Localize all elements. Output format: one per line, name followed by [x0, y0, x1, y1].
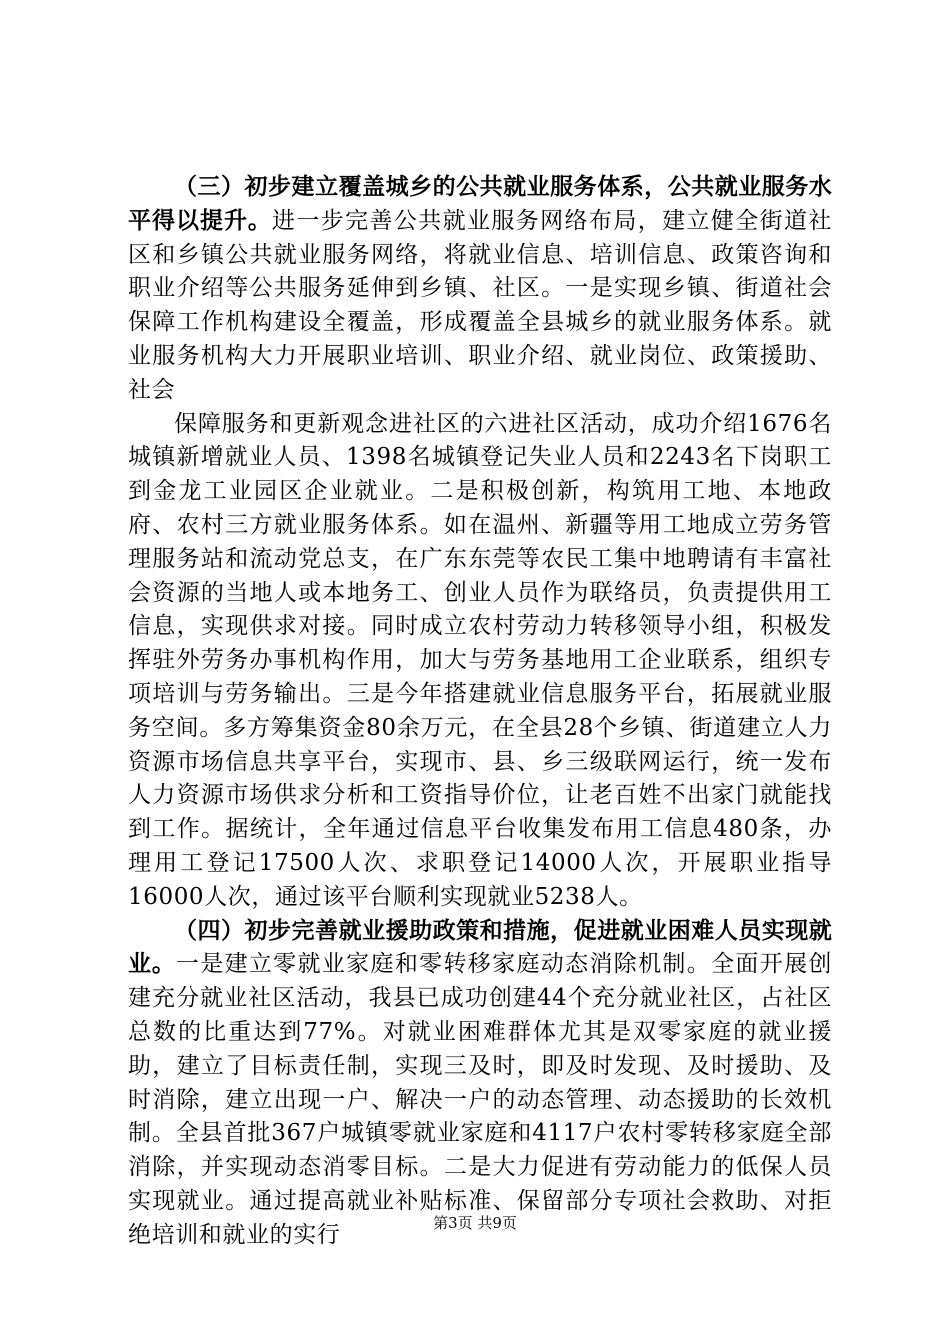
paragraph-continuation	[128, 408, 832, 915]
document-body	[128, 171, 832, 1253]
section-4-heading: （四）初步完善就业援助政策和措施，促进就业困难人员实现就业。	[128, 917, 832, 978]
section-3-heading: （三）初步建立覆盖城乡的公共就业服务体系，公共就业服务水平得以提升。	[128, 174, 832, 234]
continuation-text: 保障服务和更新观念进社区的六进社区活动，成功介绍1676名城镇新增就业人员、1398名城镇登记失业人员和2243名下岗职工到金龙工业园区企业就业。二是积极创新，构筑用工地、本地政府、农村三方就业服务体系。如在温州、新疆等用工地成立劳务管理服务站和流动党总支，在广东东莞等农民工集中地聘请有丰富社会资源的当地人或本地务工、创业人员作为联络员，负责提供用工信息，实现供求对接。同时成立农村劳动力转移领导小组，积极发挥驻外劳务办事机构作用，加大与劳务基地用工企业联系，组织专项培训与劳务输出。三是今年搭建就业信息服务平台，拓展就业服务空间。多方筹集资金80余万元，在全县28个乡镇、街道建立人力资源市场信息共享平台，实现市、县、乡三级联网运行，统一发布人力资源市场供求分析和工资指导价位，让老百姓不出家门就能找到工作。据统计，全年通过信息平台收集发布用工信息480条，办理用工登记17500人次、求职登记14000人次，开展职业指导16000人次，通过该平台顺利实现就业5238人。	[128, 410, 832, 910]
paragraph-section-4	[128, 915, 832, 1253]
section-4-text: 一是建立零就业家庭和零转移家庭动态消除机制。全面开展创建充分就业社区活动，我县已成功创建44个充分就业社区，占社区总数的比重达到77%。对就业困难群体尤其是双零家庭的就业援助，建立了目标责任制，实现三及时，即及时发现、及时援助、及时消除，建立出现一户、解决一户的动态管理、动态援助的长效机制。全县首批367户城镇零就业家庭和4117户农村零转移家庭全部消除，并实现动态消零目标。二是大力促进有劳动能力的低保人员实现就业。通过提高就业补贴标准、保留部分专项社会救助、对拒绝培训和就业的实行	[128, 951, 832, 1248]
page-footer	[0, 1212, 950, 1233]
section-3-text: 进一步完善公共就业服务网络布局，建立健全街道社区和乡镇公共就业服务网络，将就业信息、培训信息、政策咨询和职业介绍等公共服务延伸到乡镇、社区。一是实现乡镇、街道社会保障工作机构建设全覆盖，形成覆盖全县城乡的就业服务体系。就业服务机构大力开展职业培训、职业介绍、就业岗位、政策援助、社会	[128, 207, 832, 403]
page-number-label: 第3页 共9页	[433, 1214, 517, 1232]
paragraph-section-3	[128, 171, 832, 408]
